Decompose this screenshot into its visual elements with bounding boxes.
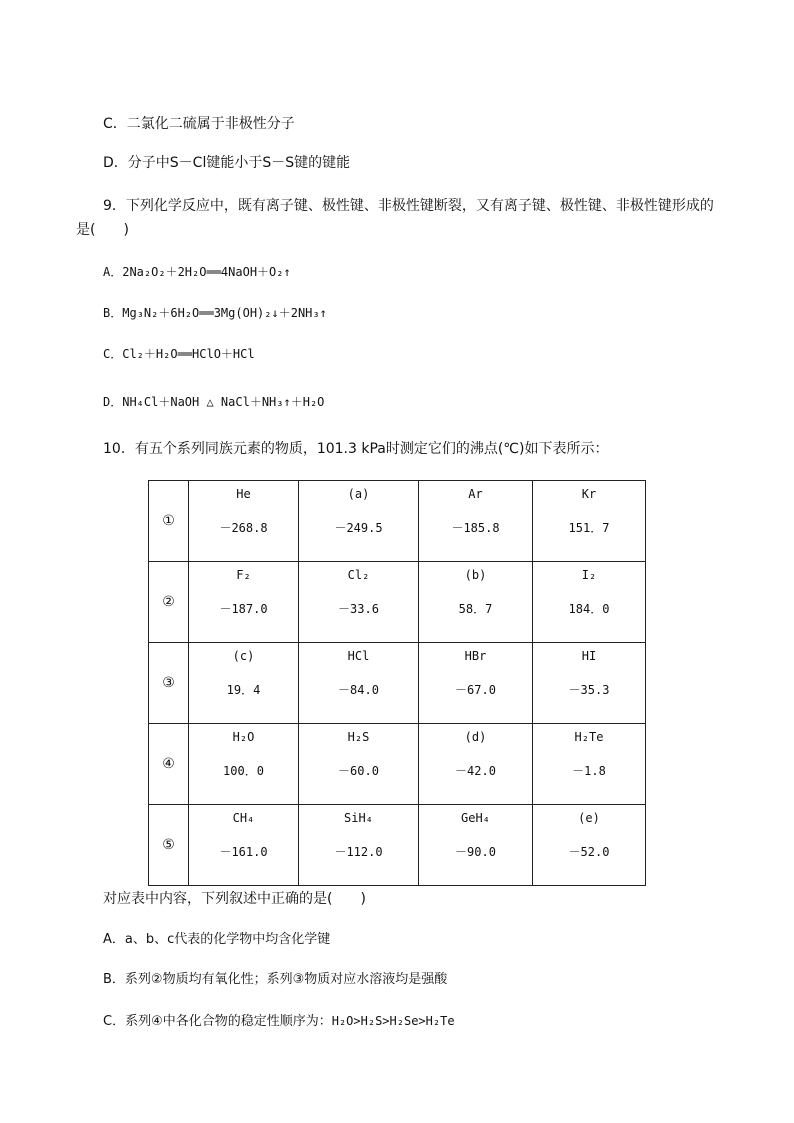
substance-name: H₂O xyxy=(232,730,255,744)
table-cell xyxy=(299,724,419,805)
boiling-point-value: －185.8 xyxy=(451,521,500,535)
table-row xyxy=(149,643,646,724)
substance-name: I₂ xyxy=(581,568,597,582)
boiling-point-value: －90.0 xyxy=(455,845,496,859)
boiling-point-value: －60.0 xyxy=(338,764,379,778)
boiling-point-value: －112.0 xyxy=(334,845,383,859)
substance-name: (b) xyxy=(464,568,487,582)
substance-name: Ar xyxy=(468,487,483,501)
substance-name: H₂S xyxy=(347,730,370,744)
boiling-point-value: 58．7 xyxy=(458,602,493,616)
boiling-point-value: －33.6 xyxy=(338,602,379,616)
q10-option-b: B．系列②物质均有氧化性；系列③物质对应水溶液均是强酸 xyxy=(103,972,448,987)
substance-name: He xyxy=(236,487,251,501)
question-10-prompt: 对应表中内容，下列叙述中正确的是( ) xyxy=(103,891,366,907)
table-cell xyxy=(189,562,299,643)
boiling-point-value: －187.0 xyxy=(219,602,268,616)
boiling-point-value: 151．7 xyxy=(568,521,610,535)
table-cell xyxy=(189,724,299,805)
table-cell xyxy=(189,805,299,886)
substance-name: SiH₄ xyxy=(344,811,373,825)
table-cell xyxy=(419,562,533,643)
substance-name: CH₄ xyxy=(232,811,255,825)
table-cell xyxy=(419,643,533,724)
row-index: ② xyxy=(149,562,189,643)
substance-name: HCl xyxy=(347,649,370,663)
q10-option-c-formula: H₂O>H₂S>H₂Se>H₂Te xyxy=(331,1014,455,1028)
boiling-point-value: －1.8 xyxy=(572,764,606,778)
table-cell xyxy=(419,724,533,805)
q9-option-d: D．NH₄Cl＋NaOH △ NaCl＋NH₃↑＋H₂O xyxy=(103,395,325,409)
table-row xyxy=(149,805,646,886)
q9-option-b: B．Mg₃N₂＋6H₂O══3Mg(OH)₂↓＋2NH₃↑ xyxy=(103,306,327,320)
row-index: ③ xyxy=(149,643,189,724)
question-9-line1: 9．下列化学反应中，既有离子键、极性键、非极性键断裂，又有离子键、极性键、非极性键形成的 xyxy=(103,198,714,214)
substance-name: H₂Te xyxy=(574,730,604,744)
option-d-prev: D．分子中S－Cl键能小于S－S键的键能 xyxy=(103,155,351,171)
substance-name: Kr xyxy=(581,487,597,501)
boiling-point-value: －52.0 xyxy=(568,845,610,859)
q9-option-a: A．2Na₂O₂＋2H₂O══4NaOH＋O₂↑ xyxy=(103,265,291,279)
table-cell xyxy=(533,643,646,724)
table-cell xyxy=(299,562,419,643)
boiling-point-value: －249.5 xyxy=(334,521,383,535)
table-cell xyxy=(299,643,419,724)
question-10: 10．有五个系列同族元素的物质，101.3 kPa时测定它们的沸点(℃)如下表所示： xyxy=(103,441,609,457)
table-cell xyxy=(299,805,419,886)
boiling-point-table xyxy=(148,480,646,886)
table-cell xyxy=(533,481,646,562)
table-row xyxy=(149,481,646,562)
table-cell xyxy=(419,481,533,562)
q10-option-a: A．a、b、c代表的化学物中均含化学键 xyxy=(103,932,331,947)
substance-name: (a) xyxy=(347,487,370,501)
option-c-prev: C．二氯化二硫属于非极性分子 xyxy=(103,116,295,132)
row-index: ① xyxy=(149,481,189,562)
table-cell xyxy=(189,643,299,724)
substance-name: Cl₂ xyxy=(347,568,370,582)
substance-name: (c) xyxy=(232,649,255,663)
substance-name: HBr xyxy=(464,649,487,663)
boiling-point-value: －67.0 xyxy=(455,683,496,697)
q10-option-c xyxy=(103,1011,455,1032)
boiling-point-value: －84.0 xyxy=(338,683,379,697)
q9-option-c: C．Cl₂＋H₂O══HClO＋HCl xyxy=(103,347,255,361)
boiling-point-value: －268.8 xyxy=(219,521,268,535)
table-cell xyxy=(533,805,646,886)
table-row xyxy=(149,562,646,643)
substance-name: GeH₄ xyxy=(461,811,490,825)
table-cell xyxy=(533,562,646,643)
boiling-point-value: －161.0 xyxy=(219,845,268,859)
substance-name: (d) xyxy=(464,730,487,744)
table-cell xyxy=(419,805,533,886)
table-cell xyxy=(189,481,299,562)
row-index: ④ xyxy=(149,724,189,805)
question-9-line2: 是( ) xyxy=(76,222,129,238)
substance-name: F₂ xyxy=(236,568,251,582)
q10-option-c-text: C．系列④中各化合物的稳定性顺序为： xyxy=(103,1014,332,1029)
substance-name: HI xyxy=(581,649,597,663)
substance-name: (e) xyxy=(578,811,600,825)
table-cell xyxy=(299,481,419,562)
boiling-point-value: 100．0 xyxy=(223,764,264,778)
table-cell xyxy=(533,724,646,805)
boiling-point-value: 19．4 xyxy=(226,683,261,697)
boiling-point-value: －35.3 xyxy=(568,683,610,697)
boiling-point-value: 184．0 xyxy=(568,602,610,616)
boiling-point-value: －42.0 xyxy=(455,764,496,778)
table-row xyxy=(149,724,646,805)
row-index: ⑤ xyxy=(149,805,189,886)
